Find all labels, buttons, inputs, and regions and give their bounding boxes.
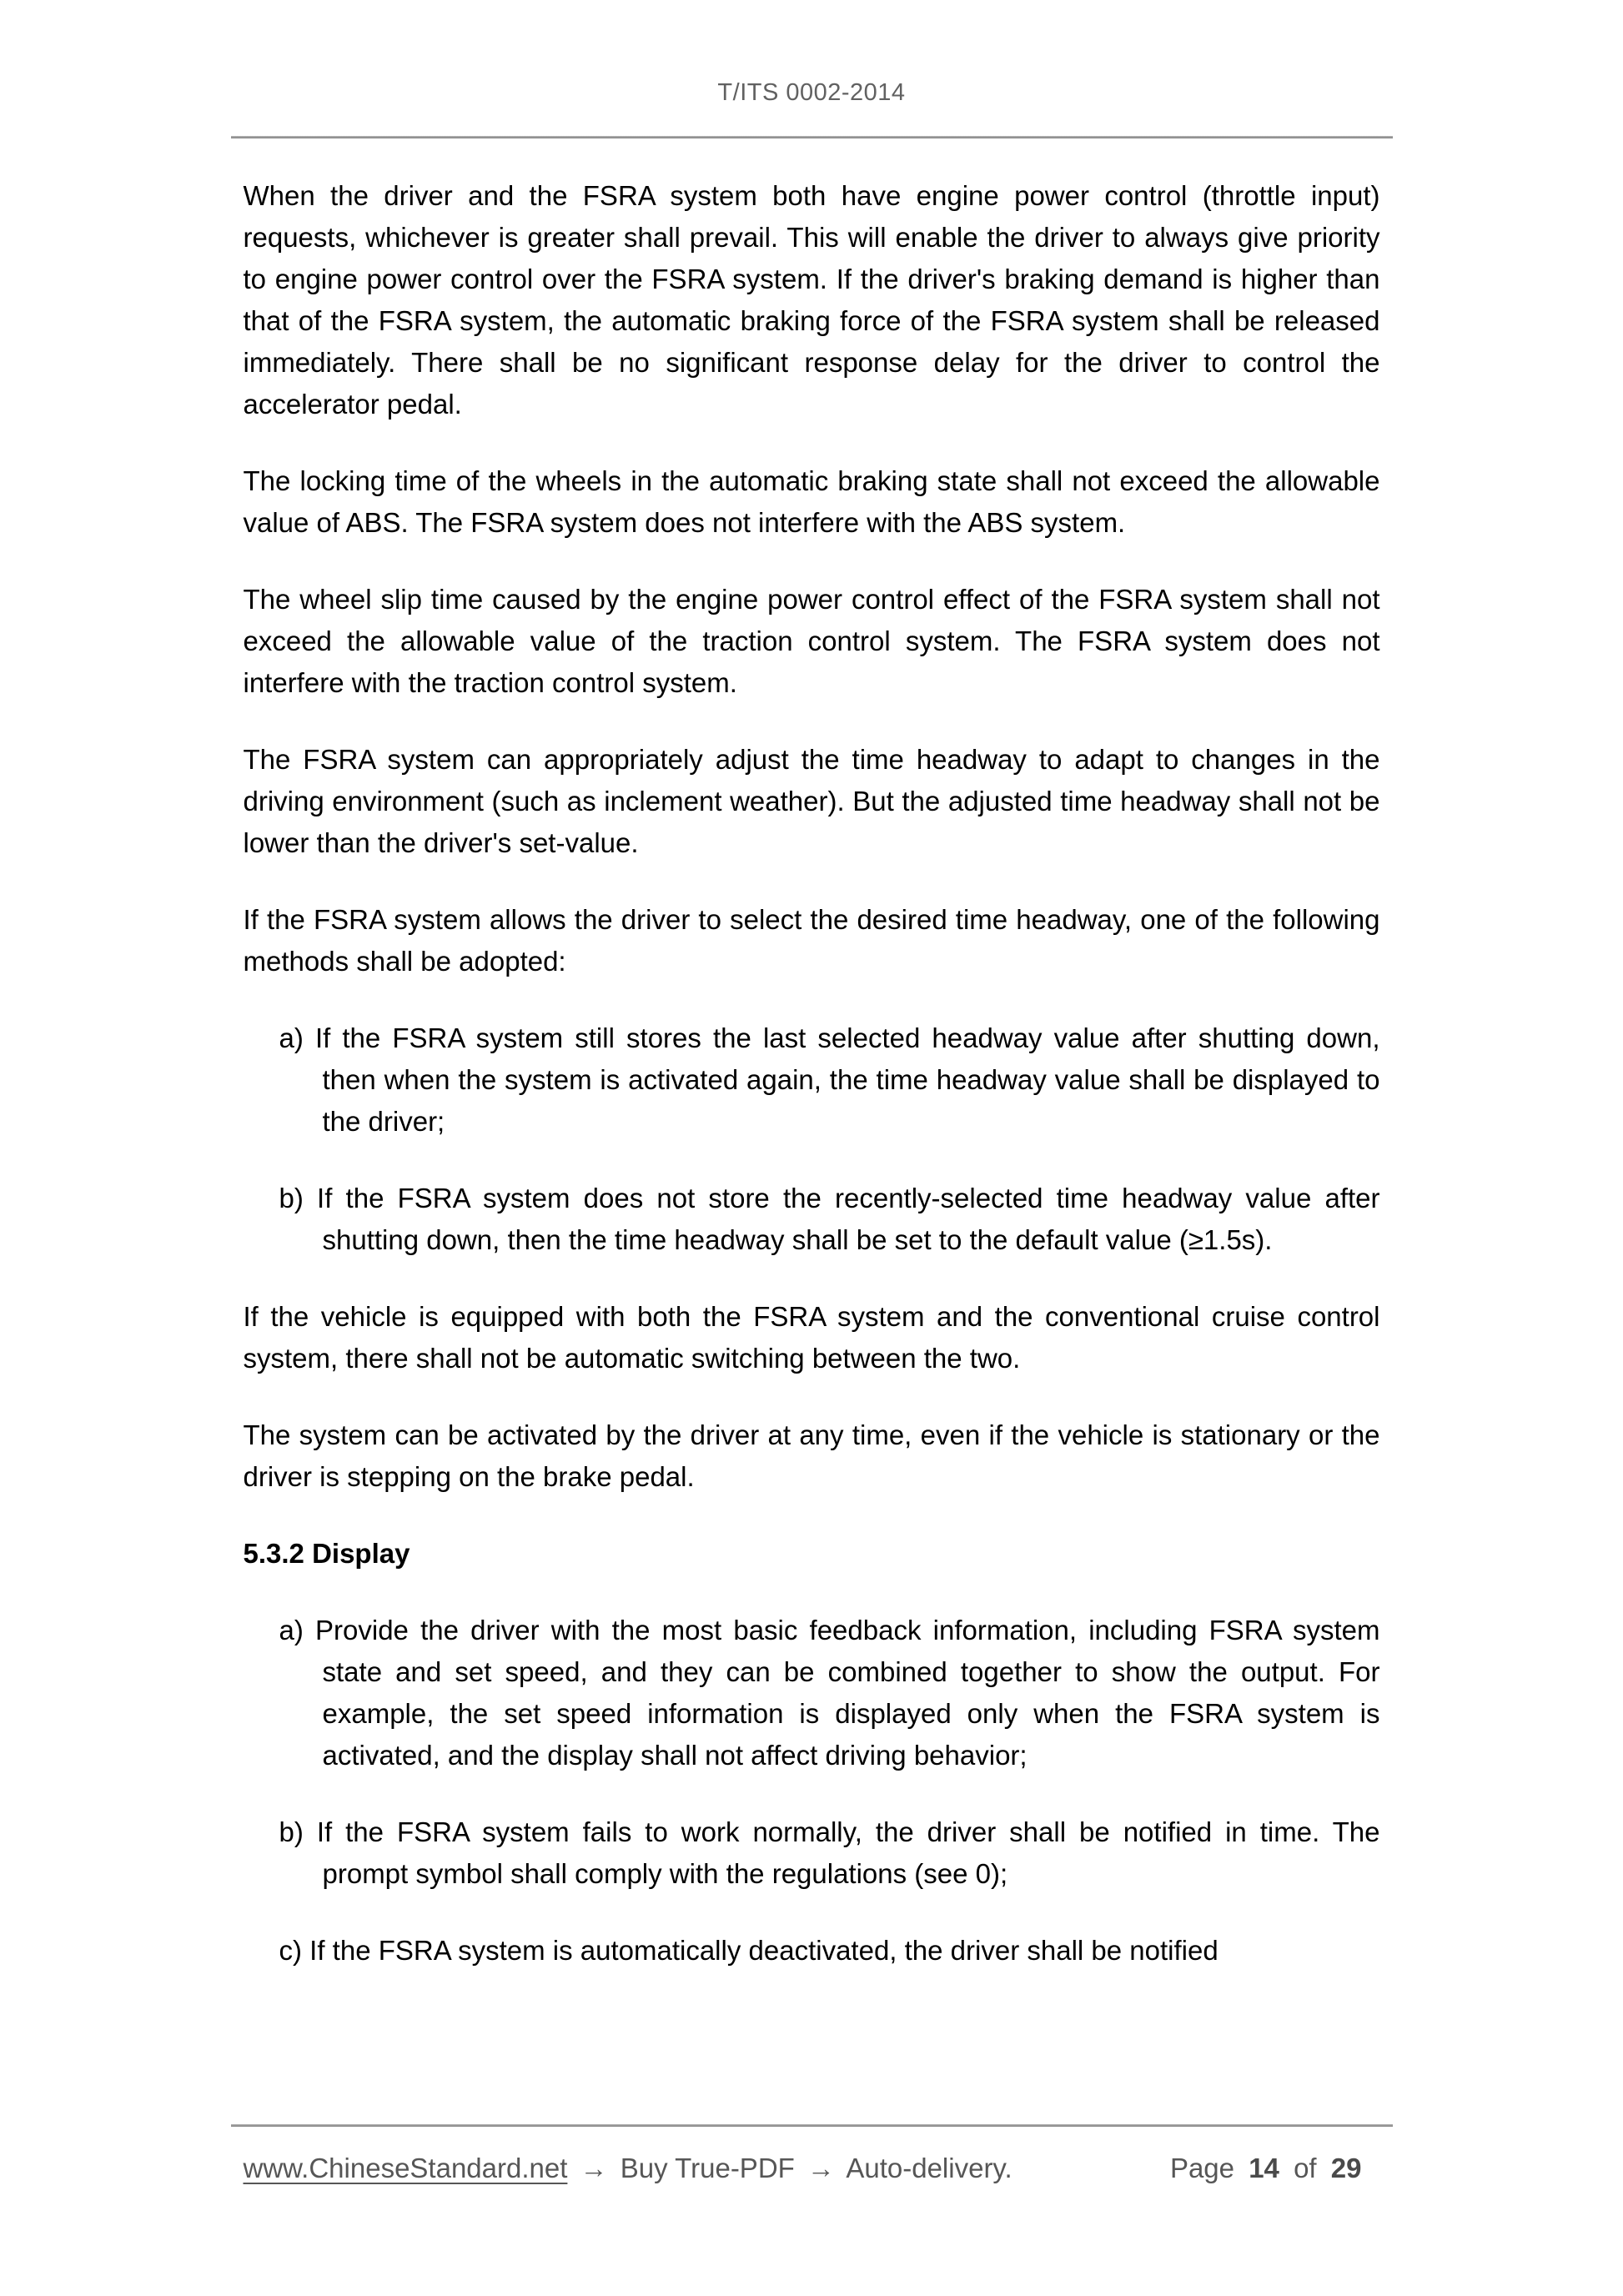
list-item-text: If the FSRA system does not store the recently-selected time headway value after shutting down, then the time headway shall be set to the default value (≥1.5s). xyxy=(317,1183,1380,1255)
list-item-text: If the FSRA system still stores the last selected headway value after shutting down, then when the system is activated again, the time headway value shall be displayed to the driver; xyxy=(314,1022,1380,1137)
standard-number: T/ITS 0002-2014 xyxy=(717,79,906,106)
arrow-right-icon: → xyxy=(580,2153,608,2183)
list-item-a-feedback-info xyxy=(244,1610,1380,1776)
paragraph-activation-any-time: The system can be activated by the driver at any time, even if the vehicle is stationary or the driver is stepping on the brake pedal. xyxy=(243,1419,1380,1492)
paragraph-locking-time: The locking time of the wheels in the automatic braking state shall not exceed the allowable value of ABS. The FSRA system does not interfere with the ABS system. xyxy=(243,465,1380,538)
list-item-c-auto-deactivated xyxy=(244,1930,1380,1972)
footer-buy-label: Buy True-PDF xyxy=(620,2153,795,2183)
paragraph-time-headway-adjust: The FSRA system can appropriately adjust the time headway to adapt to changes in the driving environment (such as inclement weather). But the adjusted time headway shall not be lower than the driver's set-value. xyxy=(243,744,1380,858)
site-link[interactable]: www.ChineseStandard.net xyxy=(243,2153,568,2183)
list-marker: c) xyxy=(279,1935,302,1966)
section-heading-display: 5.3.2 Display xyxy=(243,1538,410,1569)
list-item-b-headway-default xyxy=(244,1178,1380,1261)
footer-delivery-label: Auto-delivery. xyxy=(846,2153,1012,2183)
list-item-b-failure-notify xyxy=(244,1811,1380,1895)
list-marker: a) xyxy=(279,1615,304,1645)
document-body xyxy=(231,138,1393,1972)
running-header xyxy=(231,0,1393,138)
running-footer xyxy=(0,2124,1623,2185)
paragraph-headway-selection-intro: If the FSRA system allows the driver to select the desired time headway, one of the following methods shall be adopted: xyxy=(243,904,1380,977)
footer-promo xyxy=(244,2152,1018,2185)
paragraph-engine-power-control: When the driver and the FSRA system both have engine power control (throttle input) requests, whichever is greater shall prevail. This will enable the driver to always give priority to engine power control over the FSRA system. If the driver's braking demand is higher than that of the FSRA system, the automatic braking force of the FSRA system shall be released immediately. There shall be no significant response delay for the driver to control the accelerator pedal. xyxy=(243,180,1380,420)
page-current: 14 xyxy=(1249,2153,1279,2183)
list-marker: b) xyxy=(279,1183,304,1213)
list-marker: a) xyxy=(279,1022,304,1053)
page-indicator xyxy=(1163,2152,1380,2185)
list-item-text: If the FSRA system fails to work normally, the driver shall be notified in time. The prompt symbol shall comply with the regulations (see 0); xyxy=(316,1816,1380,1889)
page-label: Page xyxy=(1169,2153,1235,2183)
arrow-right-icon: → xyxy=(806,2153,835,2183)
list-item-text: If the FSRA system is automatically deactivated, the driver shall be notified xyxy=(309,1935,1219,1966)
of-label: of xyxy=(1294,2153,1317,2183)
paragraph-no-auto-switching: If the vehicle is equipped with both the FSRA system and the conventional cruise control system, there shall not be automatic switching between the two. xyxy=(243,1301,1380,1374)
page-total: 29 xyxy=(1330,2153,1362,2183)
paragraph-wheel-slip: The wheel slip time caused by the engine power control effect of the FSRA system shall not exceed the allowable value of the traction control system. The FSRA system does not interfere with the traction control system. xyxy=(243,584,1380,698)
footer-rule xyxy=(231,2124,1393,2127)
list-item-text: Provide the driver with the most basic feedback information, including FSRA system state and set speed, and they can be combined together to show the output. For example, the set speed information is displayed only when the FSRA system is activated, and the display shall not affect driving behavior; xyxy=(315,1615,1380,1771)
list-item-a-headway-stored xyxy=(244,1017,1380,1143)
list-marker: b) xyxy=(279,1816,304,1847)
